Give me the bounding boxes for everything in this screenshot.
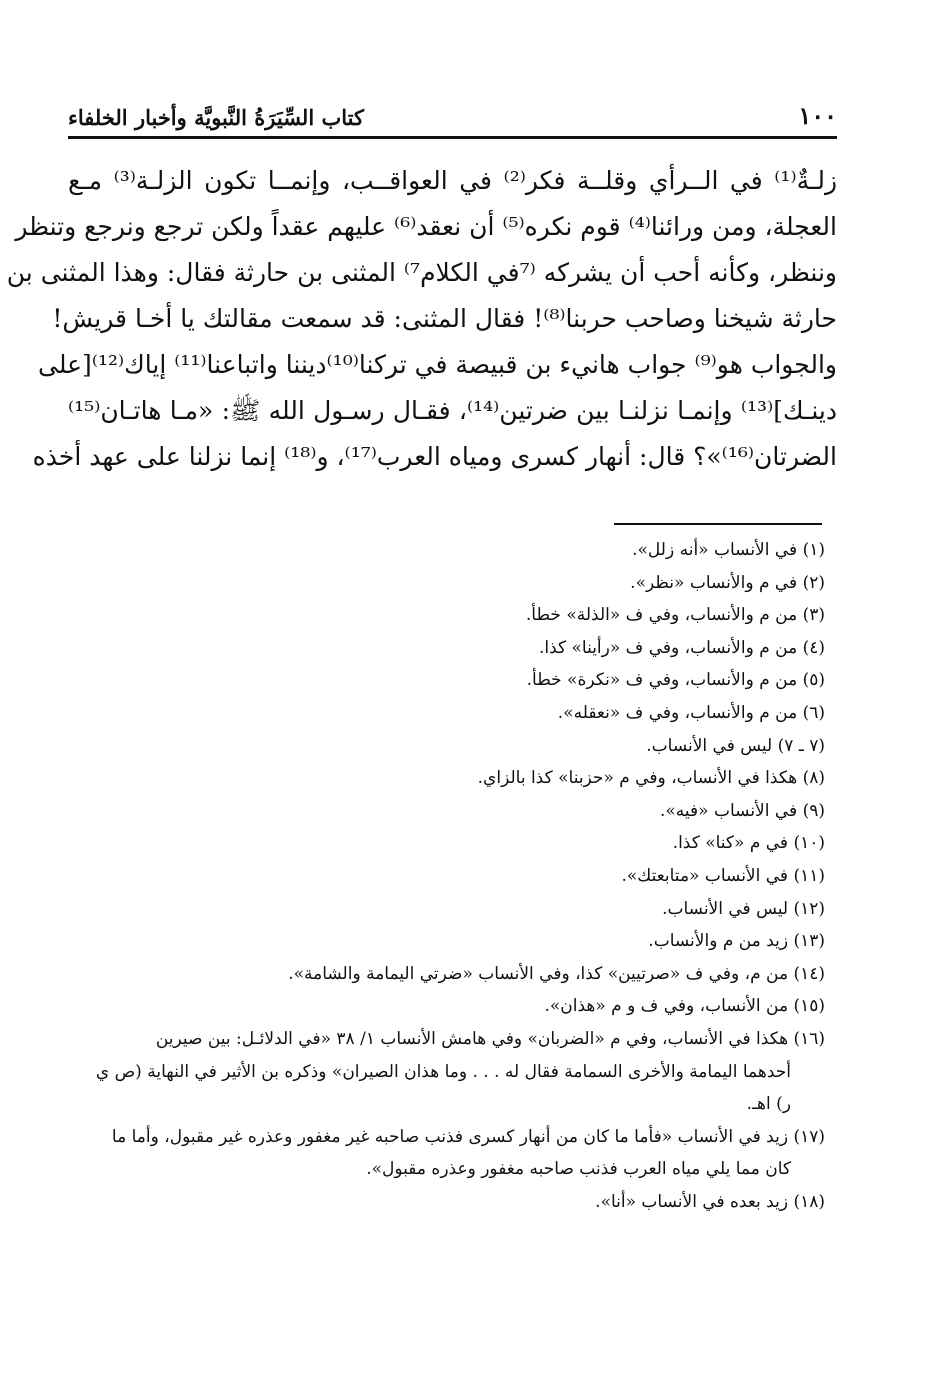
- footnote: (٧ ـ ٧) ليس في الأنساب.: [646, 735, 825, 756]
- text-line: الضرتان⁽¹⁶⁾»؟ قال: أنهار كسرى ومياه العرب⁽¹⁷⁾، و⁽¹⁸⁾ إنما نزلنا على عهد أخذه: [32, 442, 837, 471]
- footnote: (٨) هكذا في الأنساب، وفي م «حزبنا» كذا بالزاي.: [477, 768, 825, 789]
- footnote: (١٣) زيد من م والأنساب.: [648, 931, 825, 952]
- footnote: (١٦) هكذا في الأنساب، وفي م «الضربان» وفي هامش الأنساب ١/ ٣٨ «في الدلائـل: بين صيرين: [155, 1028, 825, 1049]
- footnote: (٩) في الأنساب «فيه».: [660, 800, 825, 821]
- footnote: (١٠) في م «كنا» كذا.: [672, 833, 825, 854]
- footnote: (٦) من م والأنساب، وفي ف «نعقله».: [557, 702, 825, 723]
- footnote-continuation: ر) اهـ.: [746, 1094, 791, 1115]
- footnote: (١٨) زيد بعده في الأنساب «أنا».: [595, 1191, 825, 1212]
- text-line: حارثة شيخنا وصاحب حربنا⁽⁸⁾! فقال المثنى: قد سمعت مقالتك يا أخـا قريش!: [52, 304, 837, 333]
- footnote-separator: [614, 523, 822, 525]
- footnote: (١) في الأنساب «أنه زلل».: [632, 540, 825, 560]
- text-line: العجلة، ومن ورائنا⁽⁴⁾ قوم نكره⁽⁵⁾ أن نعقد⁽⁶⁾ عليهم عقداً ولكن ترجع ونرجع وتنظر: [15, 212, 837, 241]
- page-number: ١٠٠: [798, 101, 837, 130]
- footnote: (١٥) من الأنساب، وفي ف و م «هذان».: [544, 996, 825, 1017]
- text-line: زلـةٌ⁽¹⁾ في الــرأي وقلــة فكر⁽²⁾ في العواقــب، وإنمــا تكون الزلـة⁽³⁾ مـع: [68, 166, 838, 195]
- page-header: [68, 86, 837, 139]
- footnote: (٥) من م والأنساب، وفي ف «نكرة» خطأ.: [526, 670, 825, 691]
- text-line: والجواب هو⁽⁹⁾ جواب هانيء بن قبيصة في تركنا⁽¹⁰⁾ديننا واتباعنا⁽¹¹⁾ إياك⁽¹²⁾[على: [38, 350, 837, 379]
- footnote: (١٤) من م، وفي ف «صرتيين» كذا، وفي الأنساب «ضرتي اليمامة والشامة».: [288, 963, 825, 984]
- footnote: (١١) في الأنساب «متابعتك».: [621, 865, 825, 886]
- footnote: (١٢) ليس في الأنساب.: [662, 898, 825, 919]
- footnote: (٣) من م والأنساب، وفي ف «الذلة» خطأ.: [525, 605, 825, 626]
- running-title: كتاب السِّيَرَةُ النَّبويَّة وأخبار الخلفاء: [68, 105, 364, 130]
- footnote-continuation: أحدهما اليمامة والأخرى السمامة فقال له . . . وما هذان الصيران» وذكره بن الأثير في النهاية (ص ي: [95, 1061, 791, 1082]
- footnotes: [68, 534, 825, 1218]
- footnote: (٤) من م والأنساب، وفي ف «رأينا» كذا.: [538, 637, 825, 658]
- main-text: [6, 158, 838, 480]
- text-line: وننظر، وكأنه أحب أن يشركه ⁽⁷في الكلام⁷⁾ المثنى بن حارثة فقال: وهذا المثنى بن: [6, 258, 837, 287]
- footnote-continuation: كان مما يلي مياه العرب فذنب صاحبه مغفور وعذره مقبول».: [366, 1159, 791, 1180]
- text-line: دينـك]⁽¹³⁾ وإنمـا نزلنـا بين ضرتين⁽¹⁴⁾، فقـال رسـول الله ﷺ: «مـا هاتـان⁽¹⁵⁾: [68, 396, 837, 425]
- footnote: (٢) في م والأنساب «نظر».: [630, 572, 825, 593]
- footnote: (١٧) زيد في الأنساب «فأما ما كان من أنهار كسرى فذنب صاحبه غير مغفور وعذره غير مقبول، وأما ما: [111, 1126, 825, 1147]
